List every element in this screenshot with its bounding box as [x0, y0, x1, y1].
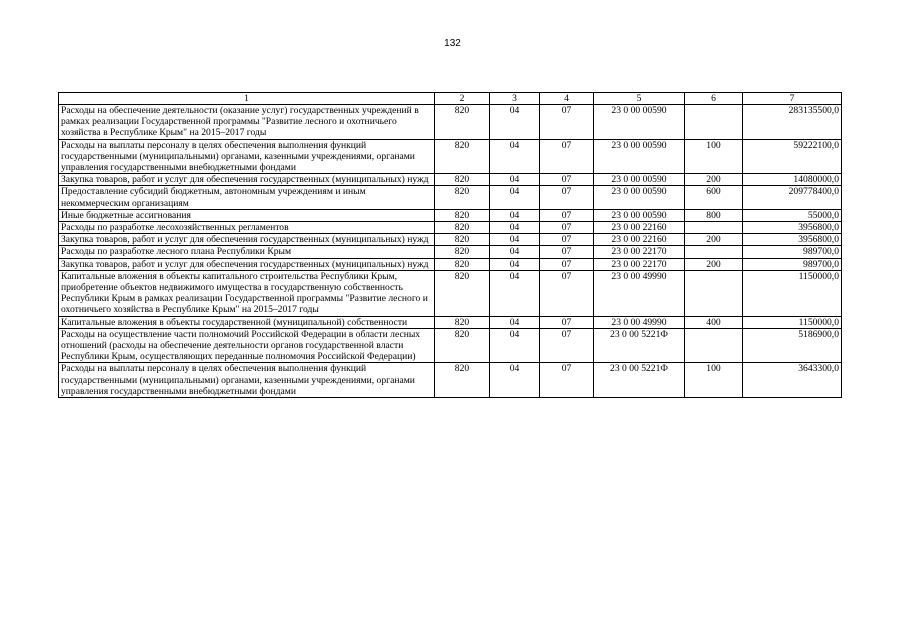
- budget-table: [58, 92, 842, 398]
- ministry-code: 820: [435, 186, 490, 209]
- target-article-code: 23 0 00 00590: [594, 174, 685, 186]
- subsection-code: 07: [540, 246, 594, 258]
- ministry-code: 820: [435, 258, 490, 270]
- table-row: [59, 209, 842, 221]
- row-description: Закупка товаров, работ и услуг для обеспечения государственных (муниципальных) нужд: [59, 174, 435, 186]
- expense-type-code: [685, 328, 743, 363]
- ministry-code: 820: [435, 316, 490, 328]
- ministry-code: 820: [435, 270, 490, 316]
- subsection-code: 07: [540, 328, 594, 363]
- row-description: Расходы на обеспечение деятельности (оказание услуг) государственных учреждений в рамках реализации Государственной программы "Развитие лесного и охотничьего хозяйства в Республике Крым" на 2015–2017 годы: [59, 105, 435, 140]
- amount: 55000,0: [743, 209, 842, 221]
- column-header-6: 6: [685, 93, 743, 105]
- section-code: 04: [490, 328, 540, 363]
- target-article-code: 23 0 00 22170: [594, 258, 685, 270]
- ministry-code: 820: [435, 328, 490, 363]
- section-code: 04: [490, 222, 540, 234]
- expense-type-code: 600: [685, 186, 743, 209]
- ministry-code: 820: [435, 246, 490, 258]
- expense-type-code: 100: [685, 139, 743, 174]
- table-row: [59, 139, 842, 174]
- column-header-2: 2: [435, 93, 490, 105]
- section-code: 04: [490, 234, 540, 246]
- target-article-code: 23 0 00 00590: [594, 209, 685, 221]
- row-description: Расходы на осуществление части полномочий Российской Федерации в области лесных отношений (расходы на обеспечение деятельности органов государственной власти Республики Крым, осуществляющих переданные полномочия Российской Федерации): [59, 328, 435, 363]
- row-description: Закупка товаров, работ и услуг для обеспечения государственных (муниципальных) нужд: [59, 258, 435, 270]
- row-description: Расходы на выплаты персоналу в целях обеспечения выполнения функций государственными (муниципальными) органами, казенными учреждениями, органами управления государственными внебюджетными фондами: [59, 139, 435, 174]
- row-description: Расходы на выплаты персоналу в целях обеспечения выполнения функций государственными (муниципальными) органами, казенными учреждениями, органами управления государственными внебюджетными фондами: [59, 363, 435, 398]
- target-article-code: 23 0 00 00590: [594, 139, 685, 174]
- subsection-code: 07: [540, 234, 594, 246]
- expense-type-code: 200: [685, 174, 743, 186]
- target-article-code: 23 0 00 5221Ф: [594, 363, 685, 398]
- expense-type-code: 400: [685, 316, 743, 328]
- amount: 14080000,0: [743, 174, 842, 186]
- column-header-5: 5: [594, 93, 685, 105]
- amount: 989700,0: [743, 258, 842, 270]
- amount: 5186900,0: [743, 328, 842, 363]
- subsection-code: 07: [540, 258, 594, 270]
- section-code: 04: [490, 105, 540, 140]
- subsection-code: 07: [540, 174, 594, 186]
- row-description: Закупка товаров, работ и услуг для обеспечения государственных (муниципальных) нужд: [59, 234, 435, 246]
- column-header-4: 4: [540, 93, 594, 105]
- row-description: Предоставление субсидий бюджетным, автономным учреждениям и иным некоммерческим организациям: [59, 186, 435, 209]
- section-code: 04: [490, 316, 540, 328]
- section-code: 04: [490, 270, 540, 316]
- subsection-code: 07: [540, 316, 594, 328]
- table-row: [59, 222, 842, 234]
- expense-type-code: [685, 246, 743, 258]
- amount: 1150000,0: [743, 316, 842, 328]
- column-header-3: 3: [490, 93, 540, 105]
- column-header-1: 1: [59, 93, 435, 105]
- section-code: 04: [490, 246, 540, 258]
- section-code: 04: [490, 258, 540, 270]
- subsection-code: 07: [540, 209, 594, 221]
- target-article-code: 23 0 00 49990: [594, 270, 685, 316]
- target-article-code: 23 0 00 22170: [594, 246, 685, 258]
- target-article-code: 23 0 00 00590: [594, 186, 685, 209]
- amount: 3956800,0: [743, 234, 842, 246]
- section-code: 04: [490, 186, 540, 209]
- expense-type-code: 200: [685, 234, 743, 246]
- amount: 3643300,0: [743, 363, 842, 398]
- row-description: Капитальные вложения в объекты государственной (муниципальной) собственности: [59, 316, 435, 328]
- subsection-code: 07: [540, 222, 594, 234]
- amount: 1150000,0: [743, 270, 842, 316]
- table-row: [59, 328, 842, 363]
- row-description: Расходы по разработке лесного плана Республики Крым: [59, 246, 435, 258]
- amount: 283135500,0: [743, 105, 842, 140]
- ministry-code: 820: [435, 222, 490, 234]
- page-number: 132: [444, 38, 461, 49]
- table-row: [59, 174, 842, 186]
- table-row: [59, 316, 842, 328]
- expense-type-code: [685, 105, 743, 140]
- table-row: [59, 234, 842, 246]
- section-code: 04: [490, 209, 540, 221]
- amount: 59222100,0: [743, 139, 842, 174]
- column-header-7: 7: [743, 93, 842, 105]
- expense-type-code: 800: [685, 209, 743, 221]
- target-article-code: 23 0 00 5221Ф: [594, 328, 685, 363]
- table-row: [59, 186, 842, 209]
- column-number-row: [59, 93, 842, 105]
- ministry-code: 820: [435, 234, 490, 246]
- table-row: [59, 258, 842, 270]
- ministry-code: 820: [435, 105, 490, 140]
- subsection-code: 07: [540, 186, 594, 209]
- section-code: 04: [490, 363, 540, 398]
- row-description: Иные бюджетные ассигнования: [59, 209, 435, 221]
- subsection-code: 07: [540, 105, 594, 140]
- expense-type-code: 100: [685, 363, 743, 398]
- expense-type-code: 200: [685, 258, 743, 270]
- table-row: [59, 246, 842, 258]
- amount: 989700,0: [743, 246, 842, 258]
- ministry-code: 820: [435, 363, 490, 398]
- section-code: 04: [490, 174, 540, 186]
- subsection-code: 07: [540, 363, 594, 398]
- table-row: [59, 105, 842, 140]
- target-article-code: 23 0 00 00590: [594, 105, 685, 140]
- target-article-code: 23 0 00 49990: [594, 316, 685, 328]
- subsection-code: 07: [540, 270, 594, 316]
- amount: 3956800,0: [743, 222, 842, 234]
- section-code: 04: [490, 139, 540, 174]
- expense-type-code: [685, 222, 743, 234]
- expense-type-code: [685, 270, 743, 316]
- table-row: [59, 270, 842, 316]
- row-description: Расходы по разработке лесохозяйственных регламентов: [59, 222, 435, 234]
- target-article-code: 23 0 00 22160: [594, 234, 685, 246]
- target-article-code: 23 0 00 22160: [594, 222, 685, 234]
- amount: 209778400,0: [743, 186, 842, 209]
- row-description: Капитальные вложения в объекты капитального строительства Республики Крым, приобретение объектов недвижимого имущества в государственную собственность Республики Крым в рамках реализации Государственной программы "Развитие лесного и охотничьего хозяйства в Республике Крым" на 2015–2017 годы: [59, 270, 435, 316]
- table-row: [59, 363, 842, 398]
- ministry-code: 820: [435, 209, 490, 221]
- subsection-code: 07: [540, 139, 594, 174]
- ministry-code: 820: [435, 174, 490, 186]
- ministry-code: 820: [435, 139, 490, 174]
